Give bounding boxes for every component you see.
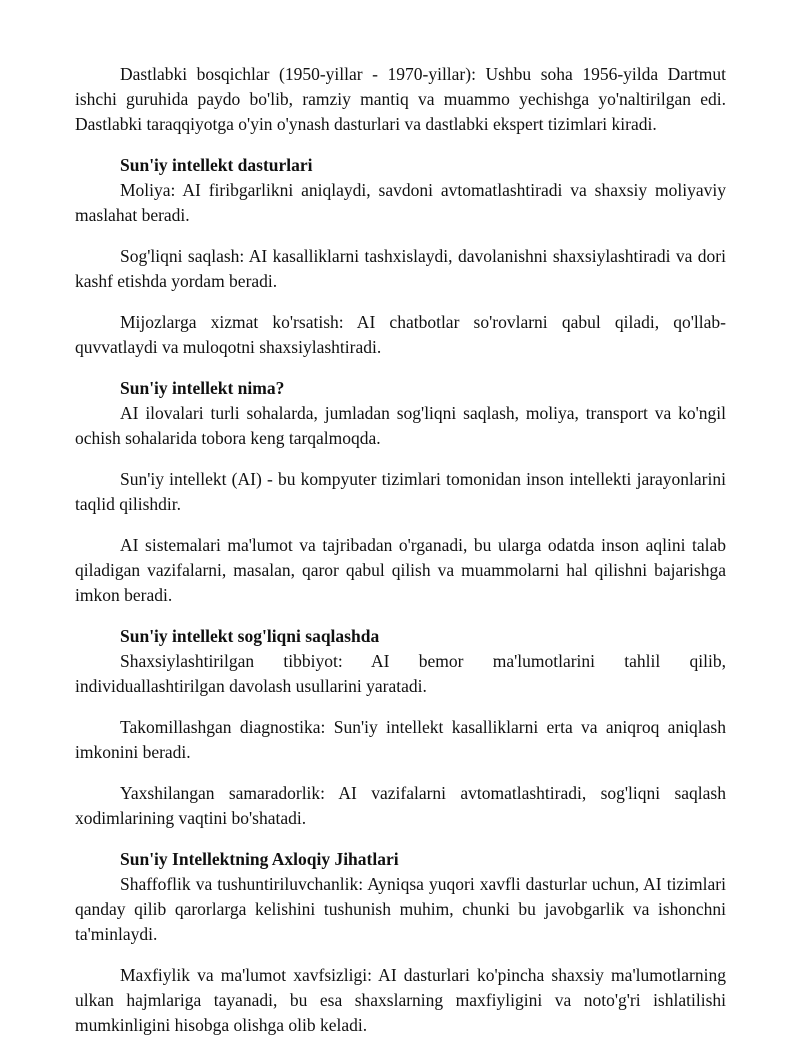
section-ai-ethics — [75, 847, 726, 1038]
section-heading: Sun'iy Intellektning Axloqiy Jihatlari — [120, 849, 399, 869]
paragraph: Takomillashgan diagnostika: Sun'iy intellekt kasalliklarni erta va aniqroq aniqlash imkonini beradi. — [75, 717, 726, 762]
document-page — [75, 62, 726, 1054]
paragraph: AI sistemalari ma'lumot va tajribadan o'rganadi, bu ularga odatda inson aqlini talab qiladigan vazifalarni, masalan, qaror qabul qilish va muammolarni hal qilishni bajarishga imkon beradi. — [75, 535, 726, 605]
paragraph: Yaxshilangan samaradorlik: AI vazifalarni avtomatlashtiradi, sog'liqni saqlash xodimlarining vaqtini bo'shatadi. — [75, 783, 726, 828]
paragraph: Sog'liqni saqlash: AI kasalliklarni tashxislaydi, davolanishni shaxsiylashtiradi va dori kashf etishda yordam beradi. — [75, 246, 726, 291]
paragraph: Maxfiylik va ma'lumot xavfsizligi: AI dasturlari ko'pincha shaxsiy ma'lumotlarning ulkan hajmlariga tayanadi, bu esa shaxslarning maxfiyligini va noto'g'ri ishlatilishi mumkinligini hisobga olishga olib keladi. — [75, 965, 726, 1035]
section-heading: Sun'iy intellekt sog'liqni saqlashda — [120, 626, 380, 646]
paragraph: Mijozlarga xizmat ko'rsatish: AI chatbotlar so'rovlarni qabul qiladi, qo'llab-quvvatlaydi va muloqotni shaxsiylashtiradi. — [75, 312, 726, 357]
intro-paragraph: Dastlabki bosqichlar (1950-yillar - 1970-yillar): Ushbu soha 1956-yilda Dartmut ishchi guruhida paydo bo'lib, ramziy mantiq va muammo yechishga yo'naltirilgan edi. Dastlabki taraqqiyotga o'yin o'ynash dasturlari va dastlabki ekspert tizimlari kiradi. — [75, 64, 726, 134]
section-heading: Sun'iy intellekt nima? — [120, 378, 285, 398]
paragraph: AI ilovalari turli sohalarda, jumladan sog'liqni saqlash, moliya, transport va ko'ngil ochish sohalarida tobora keng tarqalmoqda. — [75, 403, 726, 448]
section-heading: Sun'iy intellekt dasturlari — [120, 155, 313, 175]
section-what-is-ai — [75, 376, 726, 608]
section-ai-healthcare — [75, 624, 726, 831]
paragraph: Moliya: AI firibgarlikni aniqlaydi, savdoni avtomatlashtiradi va shaxsiy moliyaviy maslahat beradi. — [75, 180, 726, 225]
paragraph: Shaffoflik va tushuntiriluvchanlik: Ayniqsa yuqori xavfli dasturlar uchun, AI tizimlari qanday qilib qarorlarga kelishini tushunish muhim, chunki bu javobgarlik va ishonchni ta'minlaydi. — [75, 874, 726, 944]
section-ai-programs — [75, 153, 726, 360]
paragraph: Sun'iy intellekt (AI) - bu kompyuter tizimlari tomonidan inson intellekti jarayonlarini taqlid qilishdir. — [75, 469, 726, 514]
paragraph: Shaxsiylashtirilgan tibbiyot: AI bemor ma'lumotlarini tahlil qilib, individuallashtirilgan davolash usullarini yaratadi. — [75, 651, 726, 696]
